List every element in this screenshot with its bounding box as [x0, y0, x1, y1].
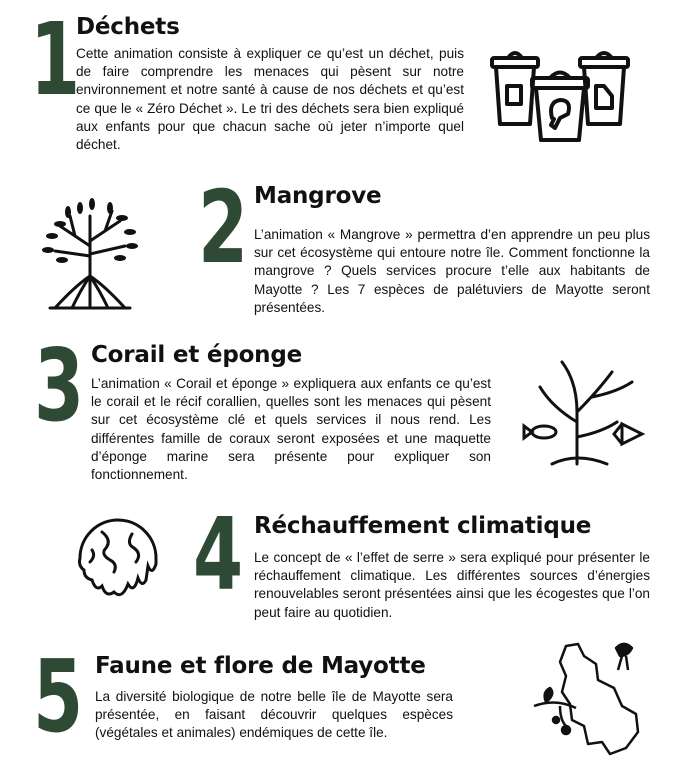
- section-title-2: Mangrove: [254, 183, 382, 209]
- section-text-5: La diversité biologique de notre belle île de Mayotte sera présentée, en faisant découvrir quelques espèces (végétales et animales) endémiques de cette île.: [95, 689, 453, 741]
- melting-earth-icon: [72, 514, 164, 602]
- mayotte-island-bird-icon: [526, 636, 651, 761]
- section-text-1: Cette animation consiste à expliquer ce qu’est un déchet, puis de faire comprendre les menaces qui pèsent sur notre environnement et notre santé à cause de nos déchets et qu’est ce que le « Zéro Déchet ». Le tri des déchets sera bien expliqué aux enfants pour que chacun sache où jeter n’importe quel déchet.: [76, 46, 464, 153]
- section-title-4: Réchauffement climatique: [254, 513, 592, 539]
- section-number-5: 5: [33, 638, 82, 755]
- section-text-2: L’animation « Mangrove » permettra d’en apprendre un peu plus sur cet écosystème qui entoure notre île. Comment fonctionne la mangrove ? Quels services procure t’elle aux habitants de Mayotte ? Les 7 espèces de palétuviers de Mayotte seront présentées.: [254, 227, 650, 315]
- section-text-3: L’animation « Corail et éponge » expliquera aux enfants ce qu’est le corail et le récif corallien, quelles sont les menaces qui pèsent sur cet écosystème clé et quels services il nous rend. Les différentes famille de coraux seront exposées et une maquette d’éponge marine sera présente pour expliquer son fonctionnement.: [91, 376, 491, 483]
- section-text-4: Le concept de « l’effet de serre » sera expliqué pour présenter le réchauffement climatique. Les différentes sources d’énergies renouvelables seront présentées ainsi que les écogestes que l’on peut faire au quotidien.: [254, 550, 650, 620]
- section-number-3: 3: [34, 327, 83, 444]
- section-title-1: Déchets: [76, 14, 180, 40]
- trash-bins-icon: [488, 42, 638, 142]
- section-title-3: Corail et éponge: [91, 342, 303, 368]
- mangrove-tree-icon: [30, 196, 150, 314]
- section-number-4: 4: [193, 496, 242, 613]
- section-title-5: Faune et flore de Mayotte: [95, 653, 426, 679]
- section-number-2: 2: [198, 169, 247, 286]
- coral-fish-icon: [522, 352, 652, 472]
- section-number-1: 1: [30, 1, 79, 118]
